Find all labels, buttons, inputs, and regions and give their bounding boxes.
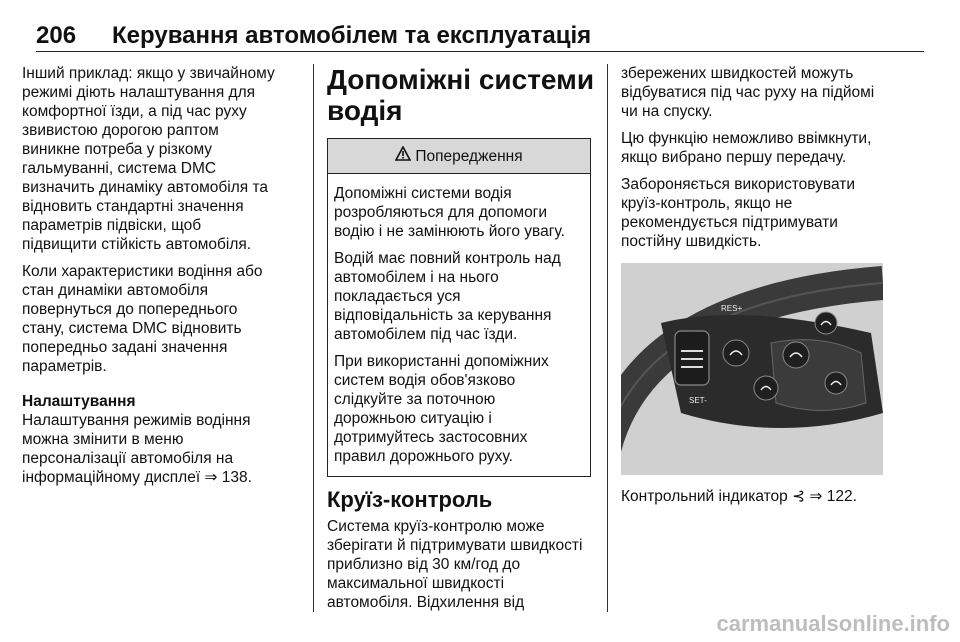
warning-paragraph-2: Водій має повний контроль над автомобілем і на нього покладається уся відповідальність за керування автомобілем під час їзди. [334, 250, 561, 343]
page-reference-link[interactable]: 138. [221, 469, 252, 486]
prohibition-paragraph: Забороняється використовувати круїз-контроль, якщо не рекомендується підтримувати постійну швидкість. [621, 176, 855, 250]
settings-heading: Налаштування [22, 393, 136, 410]
res-label: RES+ [721, 304, 743, 313]
warning-paragraph-1: Допоміжні системи водія розробляються для допомоги водію і не замінюють його увагу. [334, 185, 565, 240]
cruise-deviation-paragraph: збережених швидкостей можуть відбуватися під час руху на підйомі чи на спуску. [621, 65, 875, 120]
steering-wheel-controls-photo [621, 263, 883, 475]
column-2 [327, 64, 597, 620]
header-divider [36, 51, 924, 52]
warning-header [328, 139, 590, 174]
page-reference-arrow-icon: ⇒ [204, 468, 218, 486]
page-header [36, 22, 924, 54]
warning-title: Попередження [415, 147, 523, 165]
set-label: SET- [689, 396, 707, 405]
settings-section: Налаштування Налаштування режимів водіння можна змінити в меню персоналізації автомобіля на інформаційному дисплеї ⇒ 138. [22, 393, 252, 486]
warning-body [328, 174, 590, 476]
cruise-control-indicator-icon: ⊰ [792, 487, 806, 505]
warning-paragraph-3: При використанні допоміжних систем водія обов'язково слідкуйте за поточною дорожньою ситуацію і дотримуйтесь застосовних правил дорожнього руху. [334, 353, 549, 465]
section-heading-driver-assistance: Допоміжні системи водія [327, 64, 595, 126]
dmc-restore-paragraph: Коли характеристики водіння або стан динаміки автомобіля повернуться до попереднього стану, система DMC відновить попередньо задані значення параметрів. [22, 263, 263, 375]
page-number: 206 [36, 22, 77, 49]
page-reference-link[interactable]: 122. [826, 488, 857, 505]
warning-triangle-icon [395, 146, 411, 166]
cruise-control-paragraph: Система круїз-контролю може зберігати й підтримувати швидкості приблизно від 30 км/год до максимальної швидкості автомобіля. Відхилення від [327, 518, 583, 611]
section-heading-cruise-control: Круїз-контроль [327, 487, 493, 512]
page-title: Керування автомобілем та експлуатація [112, 22, 592, 49]
column-1 [22, 64, 304, 495]
page-reference-arrow-icon: ⇒ [809, 487, 823, 505]
warning-box [327, 138, 591, 477]
first-gear-paragraph: Цю функцію неможливо ввімкнути, якщо вибрано першу передачу. [621, 130, 872, 166]
column-divider-2 [607, 64, 608, 612]
watermark: carmanualsonline.info [716, 611, 950, 636]
dmc-example-paragraph: Інший приклад: якщо у звичайному режимі діють налаштування для комфортної їзди, а під час руху звивистою дорогою раптом виникне потреба у різкому гальмуванні, система DMC визначить динаміку автомобіля та відновить стандартні значення параметрів підвіски, щоб підвищити стійкість автомобіля. [22, 65, 275, 253]
column-divider-1 [313, 64, 314, 612]
column-3 [621, 64, 891, 514]
photo-caption: Контрольний індикатор ⊰ ⇒ 122. [621, 487, 857, 505]
